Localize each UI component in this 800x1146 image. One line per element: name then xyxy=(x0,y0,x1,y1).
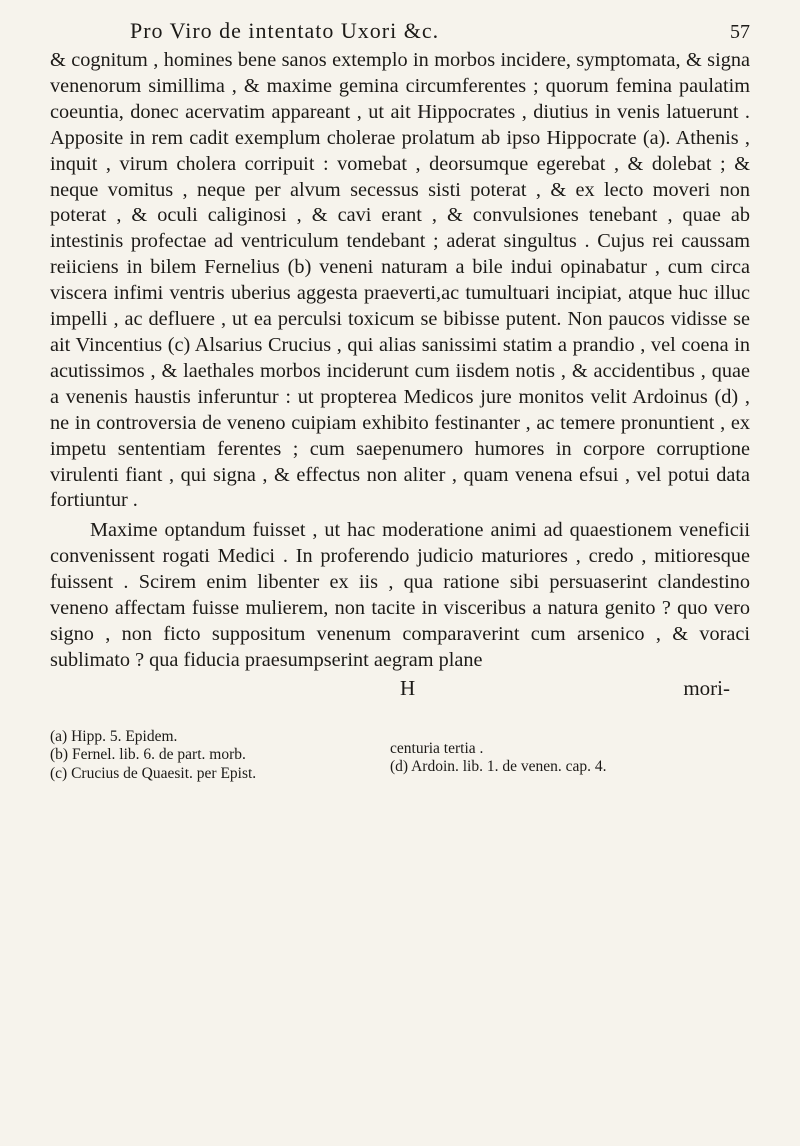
footnote: (b) Fernel. lib. 6. de part. morb. xyxy=(50,746,246,764)
page-number: 57 xyxy=(730,21,750,43)
main-text xyxy=(50,48,750,674)
signature-mark: H xyxy=(400,675,416,700)
footnotes-left-column xyxy=(50,728,380,784)
footnote: (d) Ardoin. lib. 1. de venen. cap. 4. xyxy=(390,758,607,776)
paragraph: & cognitum , homines bene sanos extemplo in morbos incidere, symptomata, & signa venenorum simillima , & maxime gemina circumferentes ; quorum femina paulatim coeuntia, donec acervatim appareant , ut ait Hippocrates , diutius in venis latuerunt . Apposite in rem cadit exemplum cholerae prolatum ab ipso Hippocrate (a). Athenis , inquit , virum cholera corripuit : vomebat , deorsumque egerebat , & dolebat ; & neque vomitus , neque per alvum secessus sisti poterat , & ex lecto moveri non poterat , & oculi caliginosi , & cavi erant , & convulsiones tenebant , quae ab intestinis profectae ad ventriculum tendebant ; aderat singultus . Cujus rei caussam reiiciens in bilem Fernelius (b) veneni naturam a bile indui opinabatur , cum circa viscera infimi ventris uberius aggesta praeverti,ac tumultuari incipiat, atque huc illuc impelli , ac defluere , ut ea perculsi toxicum se bibisse putent. Non paucos vidisse se ait Vincentius (c) Alsarius Crucius , qui alias sanissimi statim a prandio , vel coena in acutissimos , & laethales morbos inciderunt cum iisdem notis , & accidentibus , quae a venenis haustis inferuntur : ut propterea Medicos jure monitos velit Ardoinus (d) , ne in controversia de veneno cuipiam exhibito festinanter , ac temere pronuntient , ex impetu sententiam ferentes ; cum saepenumero humores in corpore corruptione virulenti fiant , qui signa , & effectus non aliter , quam venena efsui , vel potui data fortiuntur . xyxy=(50,49,750,512)
footnotes-right-column xyxy=(390,728,750,784)
footnote: (a) Hipp. 5. Epidem. xyxy=(50,727,178,745)
running-header xyxy=(50,18,750,48)
book-page xyxy=(50,18,750,783)
footnotes xyxy=(50,728,750,784)
paragraph: Maxime optandum fuisset , ut hac moderatione animi ad quaestionem veneficii convenissent rogati Medici . In proferendo judicio maturiores , credo , mitioresque fuissent . Scirem enim libenter ex iis , qua ratione sibi persuaserint clandestino veneno affectam fuisse mulierem, non tacite in visceribus a natura genito ? quo vero signo , non ficto suppositum venenum comparaverint cum arsenico , & voraci sublimato ? qua fiducia praesumpserint aegram plane xyxy=(50,519,750,671)
footnote: (c) Crucius de Quaesit. per Epist. xyxy=(50,764,257,782)
catchword: mori- xyxy=(683,675,730,700)
footnote: centuria tertia . xyxy=(390,739,484,757)
catchline xyxy=(50,676,750,702)
running-title: Pro Viro de intentato Uxori &c. xyxy=(130,18,440,43)
